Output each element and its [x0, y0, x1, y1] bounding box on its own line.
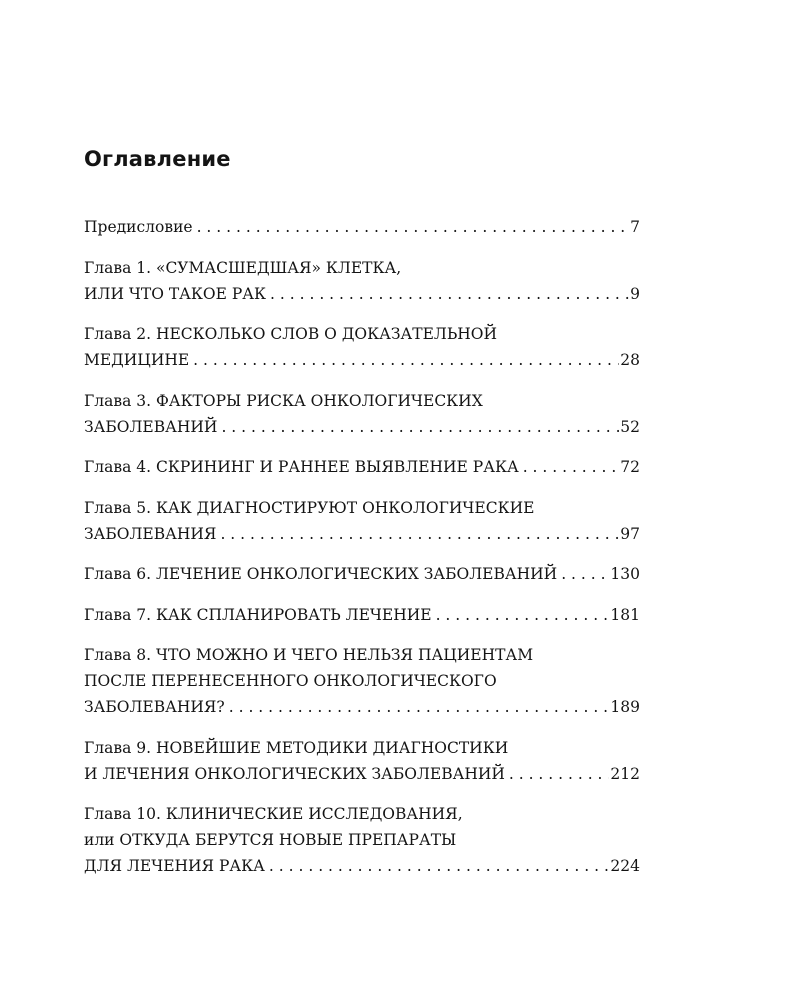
toc-entry[interactable]: [84, 454, 640, 480]
toc-entry-title-line: Предисловие: [84, 218, 193, 236]
toc-page-number: 212: [610, 764, 640, 783]
toc-entry-title-line: Глава 3. ФАКТОРЫ РИСКА ОНКОЛОГИЧЕСКИХ: [84, 391, 483, 410]
dot-leader: [561, 561, 609, 587]
toc-page-number: 52: [620, 417, 640, 436]
toc-entry-last-line: [84, 853, 640, 879]
toc-entry-last-line: [84, 414, 640, 440]
toc-entry-last-line: [84, 347, 640, 373]
toc-page-number: 72: [620, 458, 640, 476]
toc-page-number: 224: [610, 857, 640, 875]
toc-entry-title-line: ЗАБОЛЕВАНИЯ?: [84, 698, 225, 716]
toc-entry-title-line: Глава 1. «СУМАСШЕДШАЯ» КЛЕТКА,: [84, 258, 402, 277]
dot-leader: [523, 454, 620, 480]
toc-entry[interactable]: [84, 735, 640, 787]
toc-entry-title-line: Глава 6. ЛЕЧЕНИЕ ОНКОЛОГИЧЕСКИХ ЗАБОЛЕВАНИЙ: [84, 565, 558, 583]
toc-list: [84, 214, 640, 894]
dot-leader: [436, 602, 610, 628]
toc-entry-title-line: ДЛЯ ЛЕЧЕНИЯ РАКА: [84, 857, 265, 875]
toc-entry-last-line: [84, 561, 640, 587]
toc-entry-title-line: Глава 2. НЕСКОЛЬКО СЛОВ О ДОКАЗАТЕЛЬНОЙ: [84, 325, 498, 343]
toc-entry[interactable]: [84, 801, 640, 879]
dot-leader: [509, 761, 610, 787]
toc-page-number: 181: [610, 605, 640, 624]
toc-entry-title-line: ПОСЛЕ ПЕРЕНЕСЕННОГО ОНКОЛОГИЧЕСКОГО: [84, 672, 497, 690]
toc-title: Оглавление: [84, 147, 231, 171]
toc-entry-title-line: ИЛИ ЧТО ТАКОЕ РАК: [84, 284, 267, 303]
toc-entry-title-line: Глава 7. КАК СПЛАНИРОВАТЬ ЛЕЧЕНИЕ: [84, 605, 432, 624]
toc-entry-title-line: Глава 9. НОВЕЙШИЕ МЕТОДИКИ ДИАГНОСТИКИ: [84, 738, 509, 757]
toc-entry-last-line: [84, 214, 640, 240]
toc-page-number: 189: [610, 698, 640, 716]
toc-entry-last-line: [84, 281, 640, 307]
toc-entry[interactable]: [84, 561, 640, 587]
toc-page-number: 97: [620, 524, 640, 543]
toc-entry-last-line: [84, 521, 640, 547]
dot-leader: [269, 853, 609, 879]
toc-entry[interactable]: [84, 602, 640, 628]
toc-entry-last-line: [84, 602, 640, 628]
toc-entry-title-line: МЕДИЦИНЕ: [84, 351, 190, 369]
toc-entry-last-line: [84, 761, 640, 787]
toc-entry-title-line: ЗАБОЛЕВАНИЯ: [84, 524, 217, 543]
toc-entry[interactable]: [84, 388, 640, 440]
toc-entry[interactable]: [84, 214, 640, 240]
dot-leader: [197, 214, 630, 240]
toc-entry-last-line: [84, 694, 640, 720]
dot-leader: [229, 694, 610, 720]
toc-entry-title-line: Глава 4. СКРИНИНГ И РАННЕЕ ВЫЯВЛЕНИЕ РАКА: [84, 458, 519, 476]
toc-entry-title-line: Глава 10. КЛИНИЧЕСКИЕ ИССЛЕДОВАНИЯ,: [84, 805, 463, 823]
toc-entry-title-line: Глава 8. ЧТО МОЖНО И ЧЕГО НЕЛЬЗЯ ПАЦИЕНТАМ: [84, 646, 534, 664]
dot-leader: [220, 521, 619, 547]
toc-entry[interactable]: [84, 321, 640, 373]
dot-leader: [270, 281, 629, 307]
toc-page-number: 9: [630, 284, 640, 303]
toc-page-number: 28: [620, 351, 640, 369]
toc-page-number: 7: [630, 218, 640, 236]
toc-entry-title-line: Глава 5. КАК ДИАГНОСТИРУЮТ ОНКОЛОГИЧЕСКИЕ: [84, 498, 535, 517]
toc-entry-last-line: [84, 454, 640, 480]
dot-leader: [221, 414, 619, 440]
toc-entry[interactable]: [84, 642, 640, 720]
toc-entry-title-line: И ЛЕЧЕНИЯ ОНКОЛОГИЧЕСКИХ ЗАБОЛЕВАНИЙ: [84, 764, 505, 783]
toc-page-number: 130: [610, 565, 640, 583]
toc-entry[interactable]: [84, 495, 640, 547]
toc-entry[interactable]: [84, 255, 640, 307]
dot-leader: [193, 347, 619, 373]
toc-entry-title-line: или ОТКУДА БЕРУТСЯ НОВЫЕ ПРЕПАРАТЫ: [84, 831, 457, 849]
toc-entry-title-line: ЗАБОЛЕВАНИЙ: [84, 417, 218, 436]
